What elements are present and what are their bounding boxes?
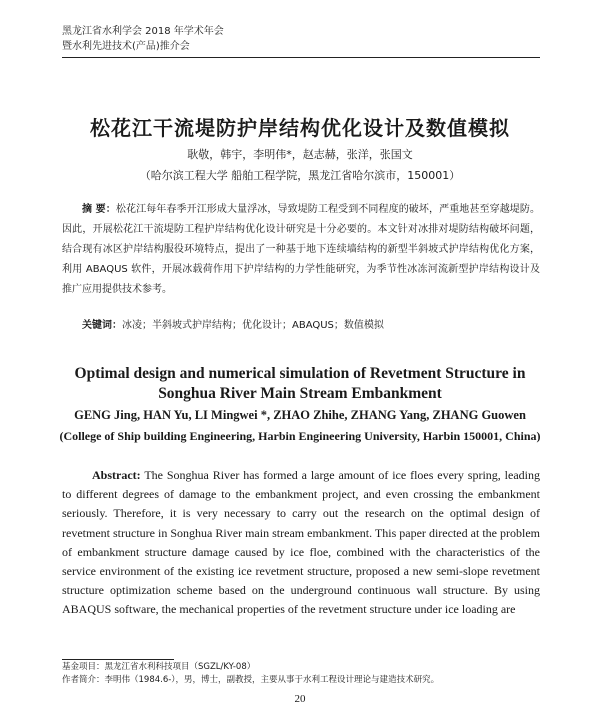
chinese-keywords-text: 冰凌；半斜坡式护岸结构；优化设计；ABAQUS；数值模拟 [122,320,384,331]
header-line-2: 暨水利先进技术(产品)推介会 [62,41,190,52]
footnotes [62,661,439,687]
english-title-line-2: Songhua River Main Stream Embankment [158,385,442,402]
english-authors: GENG Jing, HAN Yu, LI Mingwei *, ZHAO Zhihe, ZHANG Yang, ZHANG Guowen [74,408,526,422]
header-line-1: 黑龙江省水利学会 2018 年学术年会 [62,26,224,37]
header-rule [62,57,540,58]
english-abstract-label: Abstract: [92,468,141,482]
page-number: 20 [294,693,306,705]
chinese-keywords-label: 关键词： [82,320,122,331]
english-title [0,364,600,404]
english-abstract [62,466,540,620]
chinese-title: 松花江干流堤防护岸结构优化设计及数值模拟 [90,116,510,140]
english-affiliation: (College of Ship building Engineering, Harbin Engineering University, Harbin 150001, China) [59,429,541,443]
footnote-fund: 基金项目：黑龙江省水利科技项目（SGZL/KY-08） [62,662,256,672]
chinese-abstract-label: 摘 要： [82,204,116,215]
footnote-author: 作者简介：李明伟（1984.6-），男，博士，副教授，主要从事于水利工程设计理论与建造技术研究。 [62,675,440,685]
chinese-abstract [62,200,540,300]
running-header [62,24,224,54]
chinese-authors: 耿敬，韩宇，李明伟*，赵志赫，张洋，张国文 [187,148,413,161]
chinese-keywords [62,316,560,331]
english-abstract-text: The Songhua River has formed a large amount of ice floes every spring, leading to different degrees of damage to the embankment project, and even crossing the embankment seriously. Therefore, it is very necessary to carry out the research on the optimal design of revetment structure in Songhua River main stream embankment. This paper directed at the problem of embankment structure damage caused by ice floe, combined with the characteristics of the service environment of the existing ice revetment structure, proposed a new semi-slope revetment structure optimization scheme based on the underground continuous wall structure. By using ABAQUS software, the mechanical properties of the revetment structure under ice loading are [62,468,540,617]
footnote-rule [62,659,174,660]
english-title-line-1: Optimal design and numerical simulation of Revetment Structure in [74,365,526,382]
chinese-affiliation: （哈尔滨工程大学 船舶工程学院，黑龙江省哈尔滨市，150001） [139,169,461,182]
chinese-abstract-text: 松花江每年春季开江形成大量浮冰，导致堤防工程受到不同程度的破坏，严重地甚至穿越堤防。因此，开展松花江干流堤防工程护岸结构优化设计研究是十分必要的。本文针对冰排对堤防结构破坏问题，结合现有冰区护岸结构服役环境特点，提出了一种基于地下连续墙结构的新型半斜坡式护岸结构优化方案，利用 ABAQUS 软件，开展冰载荷作用下护岸结构的力学性能研究，为季节性冰冻河流新型护岸结构设计及推广应用提供技术参考。 [62,204,541,295]
